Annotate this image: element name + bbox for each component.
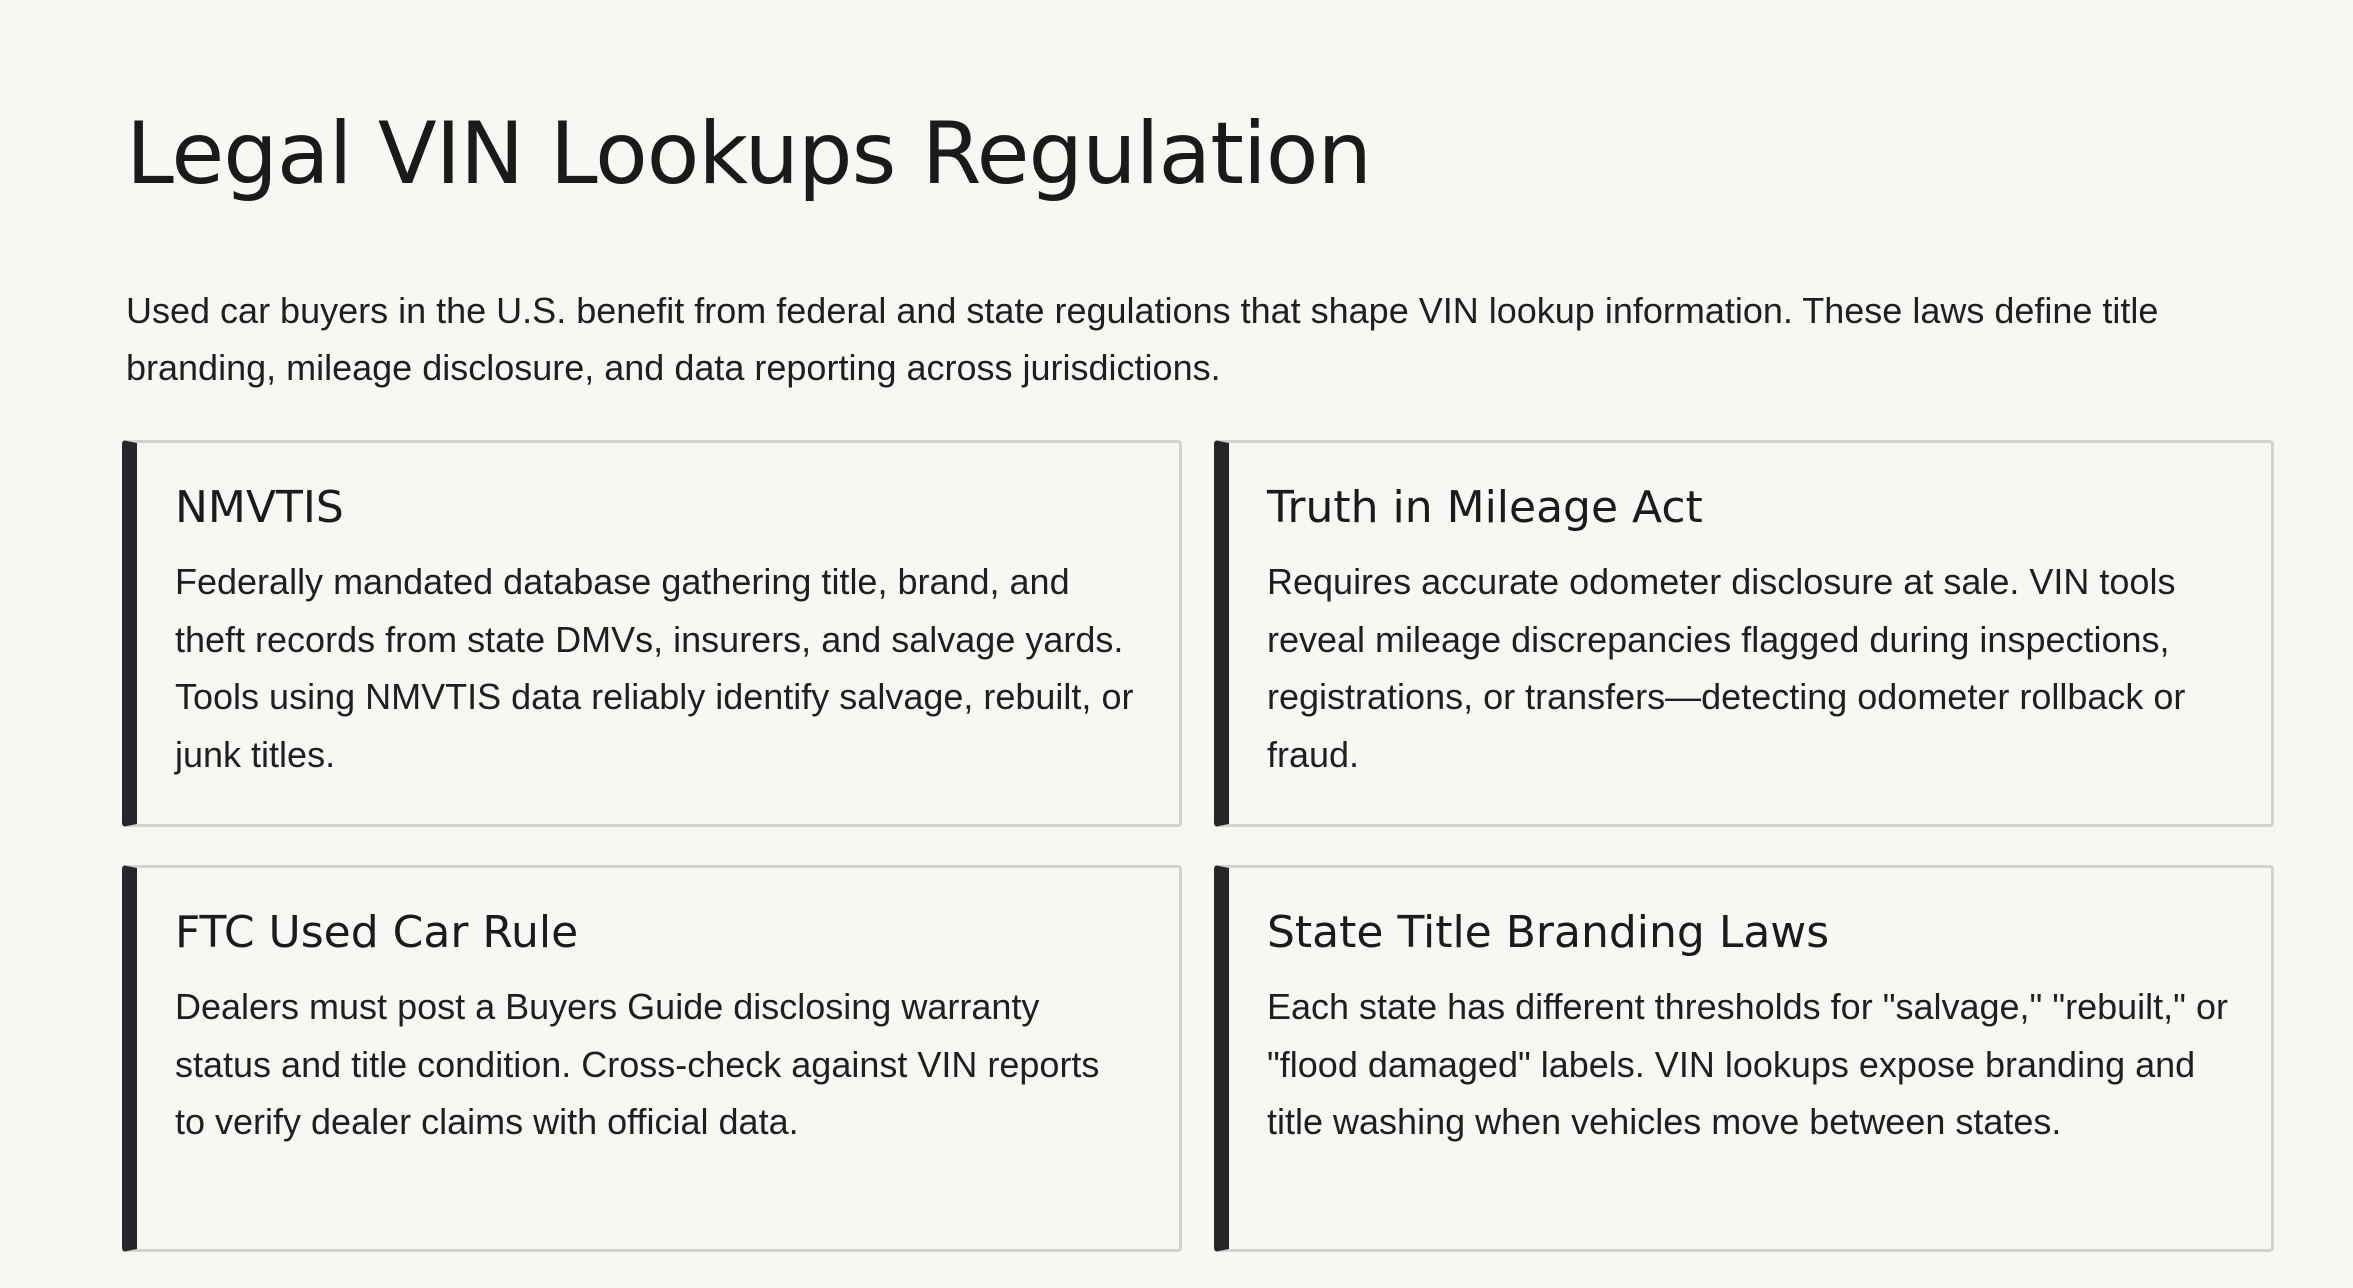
card-body: Requires accurate odometer disclosure at sale. VIN tools reveal mileage discrepancies flagged during inspections, registrations, or transfers—detecting odometer rollback or fraud. [1267,561,2186,775]
card-title: NMVTIS [175,482,344,533]
card-body: Dealers must post a Buyers Guide disclosing warranty status and title condition. Cross-check against VIN reports to verify dealer claims with official data. [175,986,1100,1142]
card-title: FTC Used Car Rule [175,907,579,958]
card-ftc-used-car-rule [122,865,1182,1252]
page-title: Legal VIN Lookups Regulation [126,104,1371,204]
card-title: State Title Branding Laws [1267,907,1830,958]
card-state-title-branding-laws [1214,865,2274,1252]
card-body: Each state has different thresholds for "salvage," "rebuilt," or "flood damaged" labels. VIN lookups expose branding and title washing when vehicles move between states. [1267,986,2228,1142]
card-body: Federally mandated database gathering title, brand, and theft records from state DMVs, insurers, and salvage yards. Tools using NMVTIS data reliably identify salvage, rebuilt, or junk titles. [175,561,1134,775]
regulation-cards-grid [122,440,2274,1252]
card-title: Truth in Mileage Act [1267,482,1703,533]
card-nmvtis [122,440,1182,827]
intro-paragraph: Used car buyers in the U.S. benefit from federal and state regulations that shape VIN lookup information. These laws define title branding, mileage disclosure, and data reporting across jurisdictions. [126,290,2159,388]
card-truth-in-mileage-act [1214,440,2274,827]
